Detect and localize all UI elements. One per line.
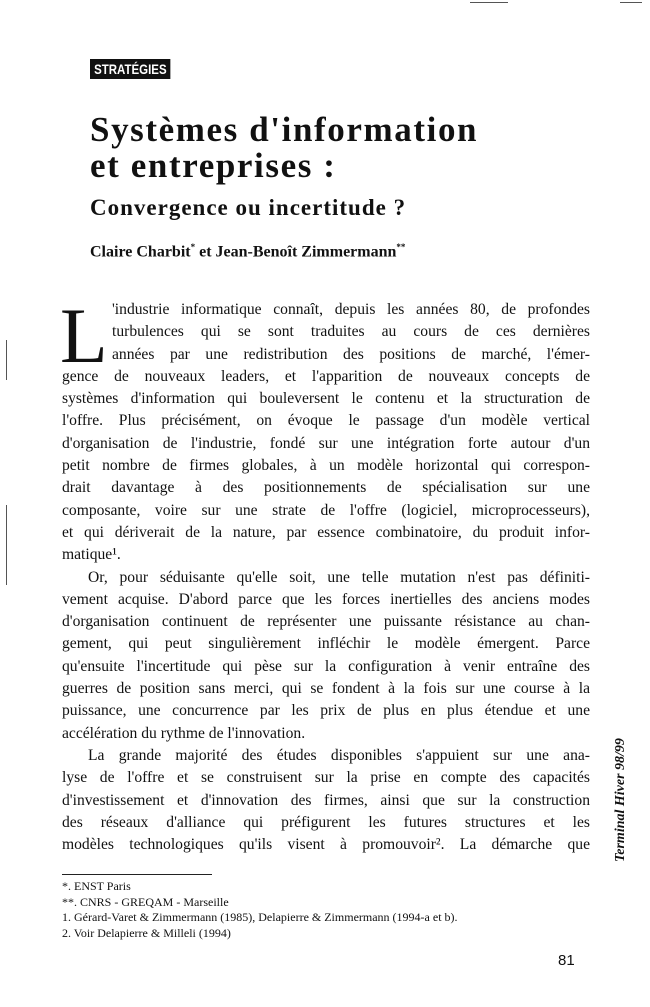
text-line: composante, voire sur une strate de l'offre (logiciel, microprocesseurs), xyxy=(62,501,590,519)
text-line: d'organisation continuent de représenter une puissante résistance au chan- xyxy=(62,613,590,631)
article-body xyxy=(60,292,590,856)
article-title xyxy=(90,112,478,184)
paragraph xyxy=(62,745,590,856)
text-line: vement acquise. D'abord parce que les forces inertielles des anciens modes xyxy=(62,590,590,608)
text-line: Or, pour séduisante qu'elle soit, une telle mutation n'est pas définiti- xyxy=(88,568,590,586)
text-line: drait davantage à des positionnements de spécialisation sur une xyxy=(62,479,590,497)
text-line: d'investissement et d'innovation des firmes, ainsi que sur la construction xyxy=(62,791,590,809)
text-line: gence de nouveaux leaders, et l'apparition de nouveaux concepts de xyxy=(62,367,590,385)
authors xyxy=(90,242,405,261)
text-line: turbulences qui se sont traduites au cours de ces dernières xyxy=(112,323,590,341)
text-line: accélération du rythme de l'innovation. xyxy=(62,724,306,742)
footnote: *. ENST Paris xyxy=(62,879,131,893)
text-line: petit nombre de firmes globales, à un modèle horizontal qui correspon- xyxy=(62,457,590,475)
title-line-2: et entreprises : xyxy=(90,146,337,185)
text-line: systèmes d'information qui bouleversent le contenu et la structuration de xyxy=(62,390,590,408)
text-line: 'industrie informatique connaît, depuis les années 80, de profondes xyxy=(112,301,590,318)
text-line: et qui dériverait de la nature, par essence combinatoire, du produit infor- xyxy=(62,523,590,541)
scan-mark xyxy=(6,505,7,585)
paragraph xyxy=(60,292,590,567)
article-subtitle: Convergence ou incertitude ? xyxy=(90,195,407,220)
text-line: lyse de l'offre et se construisent sur la prise en compte des capacités xyxy=(62,769,590,787)
text-line: d'organisation de l'industrie, fondé sur une intégration forte autour d'un xyxy=(62,434,590,452)
text-line: l'offre. Plus précisément, on évoque le passage d'un modèle vertical xyxy=(62,412,590,430)
journal-side-label: Terminal Hiver 98/99 xyxy=(613,738,628,862)
title-line-1: Systèmes d'information xyxy=(90,110,479,149)
author-footnote-mark: * xyxy=(190,242,196,252)
text-line: guerres de position sans merci, qui se fondent à la fois sur une course à la xyxy=(62,680,590,698)
scan-mark xyxy=(470,2,508,3)
author-name: Jean-Benoît Zimmermann xyxy=(215,243,397,261)
scan-mark xyxy=(6,340,7,380)
author-name: Claire Charbit xyxy=(90,243,191,261)
footnote: 1. Gérard-Varet & Zimmermann (1985), Delapierre & Zimmermann (1994-a et b). xyxy=(62,910,458,924)
footnote: 2. Voir Delapierre & Milleli (1994) xyxy=(62,925,231,940)
text-line: modèles technologiques qu'ils visent à promouvoir². La démarche que xyxy=(62,836,590,854)
footnotes xyxy=(62,879,458,941)
drop-cap: L xyxy=(60,292,108,379)
section-banner: STRATÉGIES xyxy=(90,59,171,79)
text-line: des réseaux d'alliance qui préfigurent les futures structures et les xyxy=(62,813,590,831)
text-line: gement, qui peut singulièrement infléchir le modèle émergent. Parce xyxy=(62,635,590,653)
text-line: années par une redistribution des positions de marché, l'émer- xyxy=(112,345,590,363)
footnote: **. CNRS - GREQAM - Marseille xyxy=(62,894,229,909)
scan-mark xyxy=(620,2,642,3)
text-line: matique¹. xyxy=(62,546,121,564)
text-line: La grande majorité des études disponibles s'appuient sur une ana- xyxy=(88,746,590,764)
paragraph xyxy=(62,567,590,745)
author-footnote-mark: ** xyxy=(396,242,406,252)
author-conjunction: et xyxy=(195,243,216,261)
footnote-divider xyxy=(62,874,212,875)
text-line: puissance, une concurrence par les prix de plus en plus étendue et une xyxy=(62,702,590,720)
page-number: 81 xyxy=(558,952,575,969)
text-line: qu'ensuite l'incertitude qui pèse sur la configuration à venir entraîne des xyxy=(62,657,590,675)
